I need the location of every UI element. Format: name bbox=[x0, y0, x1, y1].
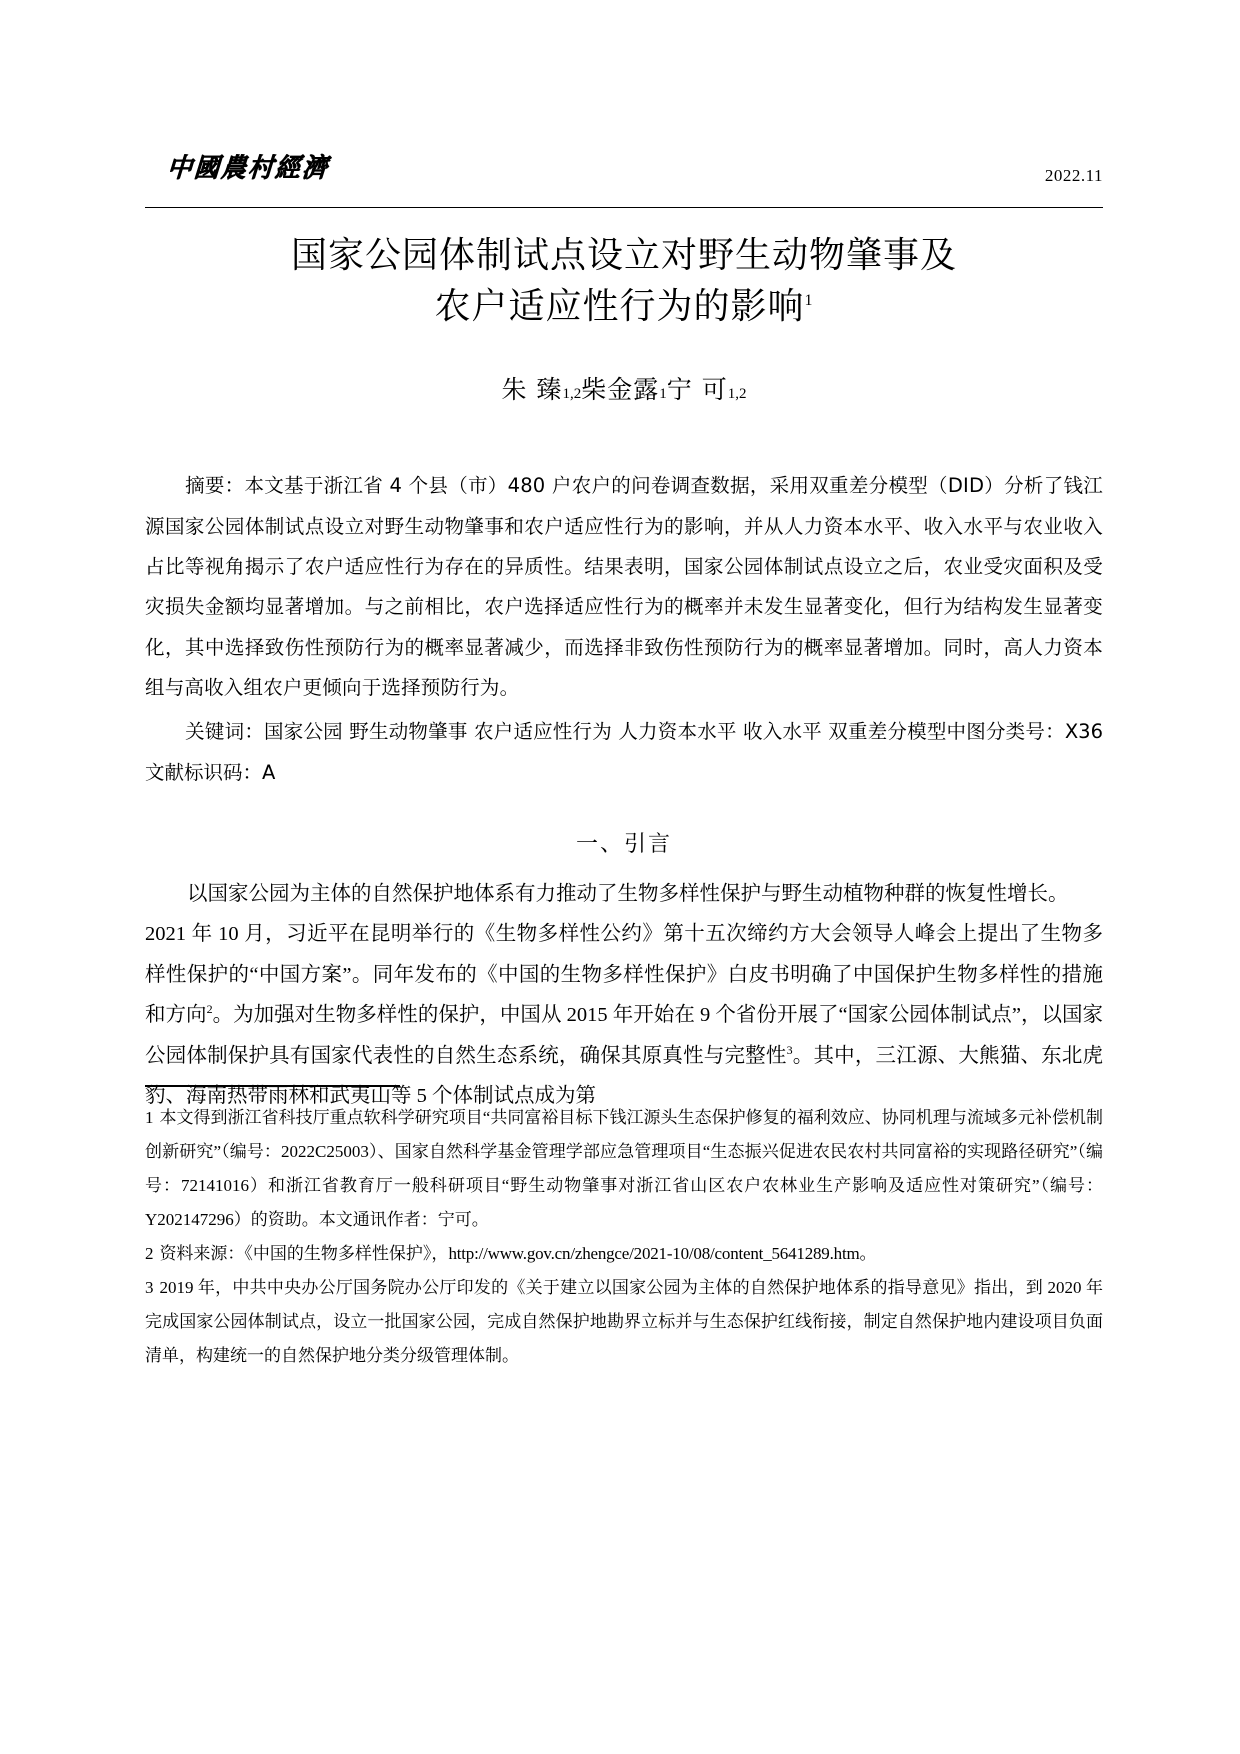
page-content bbox=[145, 0, 1103, 1116]
footnote-3-text: 2019 年，中共中央办公厅国务院办公厅印发的《关于建立以国家公园为主体的自然保护地体系的指导意见》指出，到 2020 年完成国家公园体制试点，设立一批国家公园，完成自然保护地勘界立标并与生态保护红线衔接，制定自然保护地内建设项目负面清单，构建统一的自然保护地分类分级管理体制。 bbox=[145, 1278, 1103, 1365]
body-paragraph-2-part-a: 2021 年 10 月，习近平在昆明举行的《生物多样性公约》第十五次缔约方大会领导人峰会上提出了生物多样性保护的“中国方案”。同年发布的《中国的生物多样性保护》白皮书明确了中国保护生物多样性的措施和方向 bbox=[145, 923, 1103, 1027]
footnote-ref-2: 2 bbox=[206, 1002, 213, 1017]
footnote-2-number: 2 bbox=[145, 1244, 154, 1263]
header-divider bbox=[145, 207, 1103, 208]
author-affiliation-3: 1,2 bbox=[727, 386, 747, 403]
abstract-text: 本文基于浙江省 4 个县（市）480 户农户的问卷调查数据，采用双重差分模型（DID）分析了钱江源国家公园体制试点设立对野生动物肇事和农户适应性行为的影响，并从人力资本水平、收入水平与农业收入占比等视角揭示了农户适应性行为存在的异质性。结果表明，国家公园体制试点设立之后，农业受灾面积及受灾损失金额均显著增加。与之前相比，农户选择适应性行为的概率并未发生显著变化，但行为结构发生显著变化，其中选择致伤性预防行为的概率显著减少，而选择非致伤性预防行为的概率显著增加。同时，高人力资本组与高收入组农户更倾向于选择预防行为。 bbox=[145, 474, 1103, 700]
footnote-1 bbox=[145, 1101, 1103, 1237]
journal-masthead-title: 中國農村經濟 bbox=[165, 152, 330, 183]
footnote-list bbox=[145, 1101, 1103, 1373]
body-paragraph-2-part-c: 。其中，三江源、大熊猫、东北虎豹、海南热带雨林和武夷山等 5 个体制试点成为第 bbox=[145, 1044, 1104, 1107]
footnote-3-number: 3 bbox=[145, 1278, 154, 1297]
footnote-2 bbox=[145, 1237, 1103, 1271]
author-name-2: 柴金露 bbox=[581, 375, 660, 405]
footnote-ref-3: 3 bbox=[786, 1042, 793, 1057]
author-name-1: 朱 臻 bbox=[501, 375, 563, 405]
title-line-1 bbox=[145, 230, 1103, 281]
footnote-2-text: 资料来源：《中国的生物多样性保护》， bbox=[159, 1244, 449, 1263]
author-affiliation-2: 1 bbox=[659, 386, 667, 403]
body-paragraph-1 bbox=[145, 874, 1103, 914]
issue-date: 2022.11 bbox=[1044, 166, 1103, 185]
title-line-2-text: 农户适应性行为的影响 bbox=[434, 286, 805, 328]
body-paragraph-2-part-b: 。为加强对生物多样性的保护，中国从 2015 年开始在 9 个省份开展了“国家公园体制试点”，以国家公园体制保护具有国家代表性的自然生态系统，确保其原真性与完整性 bbox=[145, 1004, 1104, 1067]
author-name-3: 宁 可 bbox=[666, 375, 728, 405]
footnote-1-text: 本文得到浙江省科技厅重点软科学研究项目“共同富裕目标下钱江源头生态保护修复的福利效应、协同机理与流域多元补偿机制创新研究”（编号：2022C25003）、国家自然科学基金管理学部应急管理项目“生态振兴促进农民农村共同富裕的实现路径研究”（编号：72141016）和浙江省教育厅一般科研项目“野生动物肇事对浙江省山区农户农林业生产影响及适应性对策研究”（编号：Y202147296）的资助。本文通讯作者：宁可。 bbox=[145, 1108, 1103, 1229]
title-line-1-text: 国家公园体制试点设立对野生动物肇事及 bbox=[290, 235, 957, 276]
author-list bbox=[145, 370, 1103, 406]
keywords-block bbox=[145, 712, 1103, 793]
body-content bbox=[145, 874, 1103, 1116]
title-line-2 bbox=[145, 281, 1103, 332]
footnote-area bbox=[145, 1085, 1103, 1373]
footnote-2-url[interactable]: http://www.gov.cn/zhengce/2021-10/08/content_5641289.htm bbox=[448, 1244, 860, 1263]
body-paragraph-1-text: 以国家公园为主体的自然保护地体系有力推动了生物多样性保护与野生动植物种群的恢复性增长。 bbox=[187, 883, 1069, 906]
footnote-2-text-end: 。 bbox=[859, 1244, 877, 1263]
footnote-3 bbox=[145, 1271, 1103, 1373]
keywords-label: 关键词： bbox=[184, 720, 265, 744]
article-title bbox=[145, 230, 1103, 332]
abstract-label: 摘要： bbox=[184, 474, 245, 498]
title-footnote-marker: 1 bbox=[804, 292, 814, 310]
author-affiliation-1: 1,2 bbox=[562, 386, 582, 403]
section-heading-introduction: 一、引言 bbox=[575, 832, 672, 858]
abstract-block bbox=[145, 466, 1103, 708]
page-header bbox=[145, 148, 1103, 208]
footnote-divider bbox=[145, 1085, 400, 1087]
keywords-text: 国家公园 野生动物肇事 农户适应性行为 人力资本水平 收入水平 双重差分模型中图分类号：X36 文献标识码：A bbox=[145, 720, 1103, 784]
footnote-1-number: 1 bbox=[145, 1108, 154, 1127]
